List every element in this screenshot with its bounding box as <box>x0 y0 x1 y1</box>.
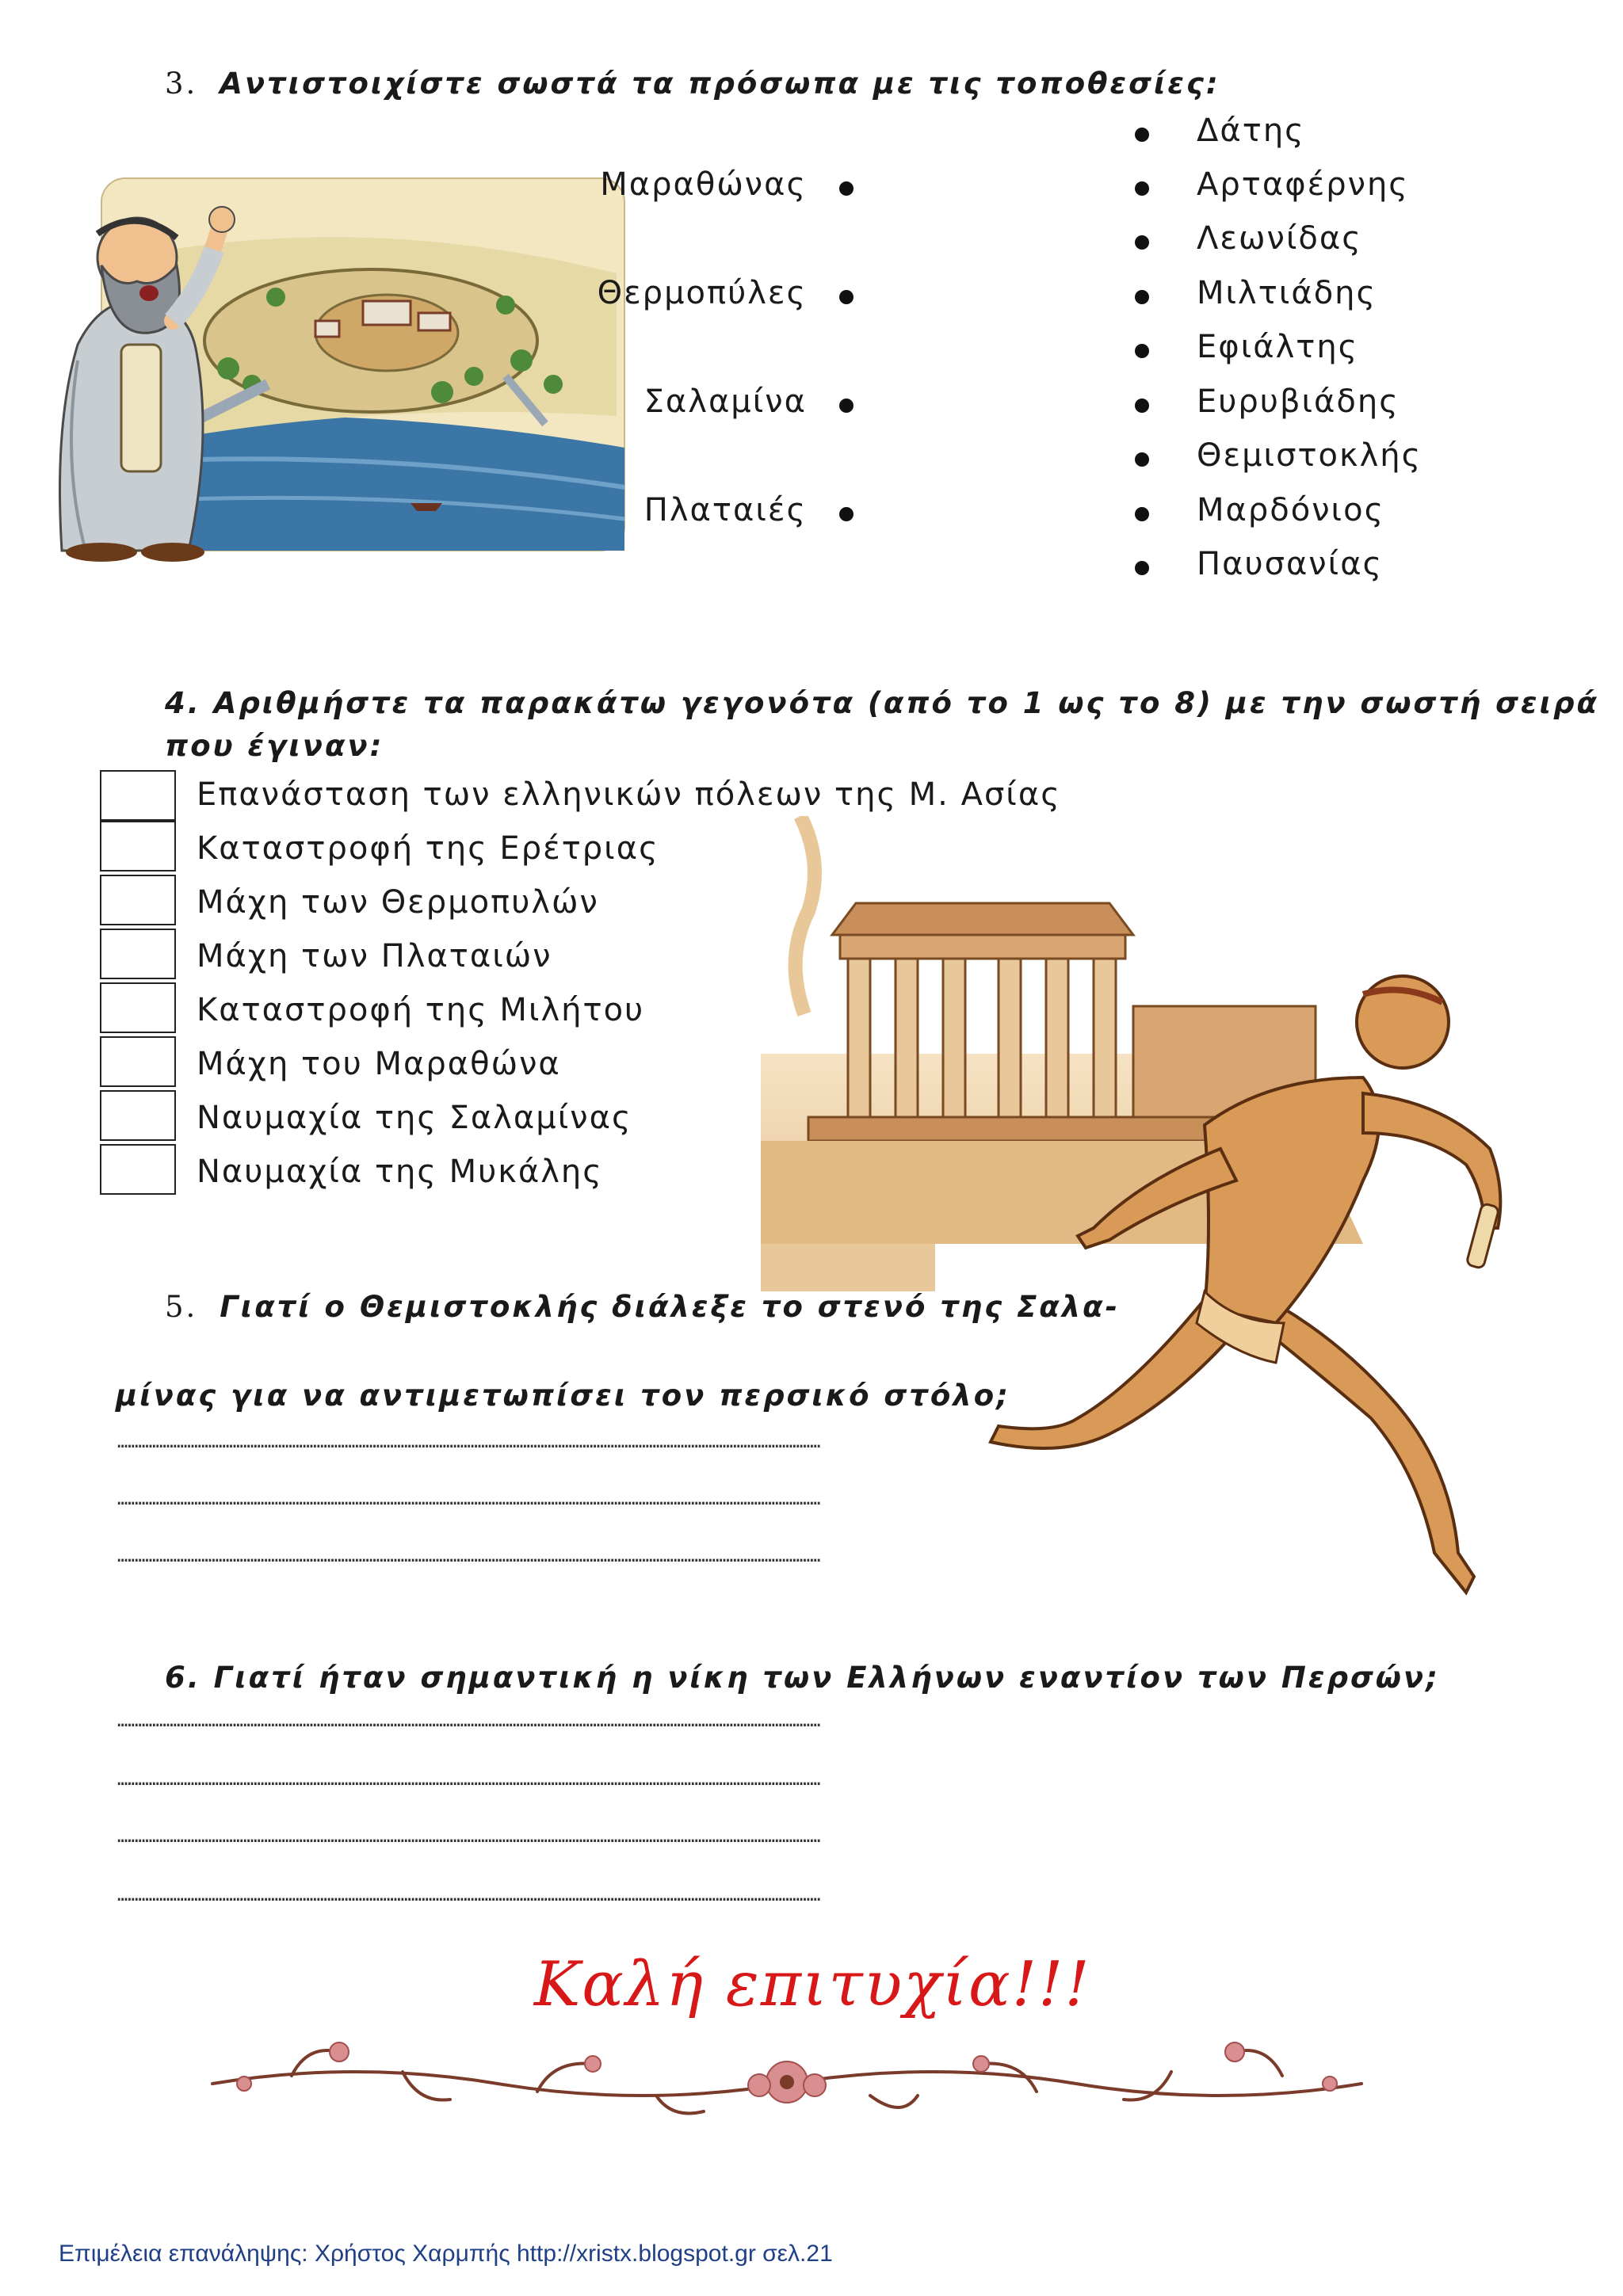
order-box-1[interactable] <box>100 770 176 821</box>
person-dot-mardonius[interactable] <box>1135 507 1149 521</box>
floral-ornament <box>197 2028 1377 2131</box>
q5-answer-line-3[interactable]: ………………………………………………………………………………………………………………………………………………………………………………… <box>117 1547 821 1566</box>
order-box-8[interactable] <box>100 1144 176 1195</box>
q4-title-line2: που έγιναν: <box>165 729 384 763</box>
page-footer: Επιμέλεια επανάληψης: Χρήστος Χαρμπής http://xristx.blogspot.gr σελ.21 <box>59 2241 833 2267</box>
person-pausanias: Παυσανίας <box>1197 546 1384 582</box>
order-box-6[interactable] <box>100 1036 176 1087</box>
person-themistocles: Θεμιστοκλής <box>1197 437 1423 474</box>
person-eurybiades: Ευρυβιάδης <box>1197 383 1400 420</box>
place-dot-salamis[interactable] <box>839 399 854 413</box>
q3-title-text: Αντιστοιχίστε σωστά τα πρόσωπα με τις τοποθεσίες: <box>220 67 1220 101</box>
q6-answer-line-4[interactable]: ………………………………………………………………………………………………………………………………………………………………………………… <box>117 1886 821 1905</box>
order-box-2[interactable] <box>100 821 176 871</box>
order-box-7[interactable] <box>100 1090 176 1141</box>
place-salamis: Σαλαμίνα <box>643 383 807 420</box>
q3-number: 3. <box>165 67 198 101</box>
q4-title-line1: 4. Αριθμήστε τα παρακάτω γεγονότα (από το 1 ως το 8) με την σωστή σειρά <box>165 686 1599 720</box>
place-dot-marathon[interactable] <box>839 181 854 196</box>
place-dot-plataea[interactable] <box>839 507 854 521</box>
person-dot-artaphernes[interactable] <box>1135 181 1149 196</box>
q3-title <box>165 67 1220 101</box>
person-ephialtes: Εφιάλτης <box>1197 329 1359 365</box>
event-7: Ναυμαχία της Σαλαμίνας <box>197 1100 632 1136</box>
q5-number: 5. <box>165 1290 198 1324</box>
person-dot-ephialtes[interactable] <box>1135 344 1149 358</box>
event-6: Μάχη του Μαραθώνα <box>197 1046 561 1082</box>
person-dot-datis[interactable] <box>1135 128 1149 142</box>
person-dot-pausanias[interactable] <box>1135 561 1149 575</box>
order-box-4[interactable] <box>100 929 176 979</box>
closing-message: Καλή επιτυχία!!! <box>534 1949 1091 2020</box>
event-5: Καταστροφή της Μιλήτου <box>197 992 645 1028</box>
q6-answer-line-3[interactable]: ………………………………………………………………………………………………………………………………………………………………………………… <box>117 1827 821 1847</box>
person-dot-miltiades[interactable] <box>1135 290 1149 304</box>
place-thermopylae: Θερμοπύλες <box>597 275 807 311</box>
q5-title-line1 <box>165 1290 1120 1324</box>
place-marathon: Μαραθώνας <box>600 166 807 203</box>
philosopher-city-illustration <box>30 162 632 566</box>
q5-title-line2: μίνας για να αντιμετωπίσει τον περσικό στόλο; <box>116 1379 1010 1413</box>
person-artaphernes: Αρταφέρνης <box>1197 166 1409 203</box>
event-4: Μάχη των Πλαταιών <box>197 938 552 974</box>
event-2: Καταστροφή της Ερέτριας <box>197 830 659 867</box>
person-dot-eurybiades[interactable] <box>1135 399 1149 413</box>
q5-answer-line-2[interactable]: ………………………………………………………………………………………………………………………………………………………………………………… <box>117 1489 821 1509</box>
person-datis: Δάτης <box>1197 113 1305 149</box>
person-dot-themistocles[interactable] <box>1135 452 1149 467</box>
place-dot-thermopylae[interactable] <box>839 290 854 304</box>
event-8: Ναυμαχία της Μυκάλης <box>197 1154 603 1190</box>
place-plataea: Πλαταιές <box>643 492 807 528</box>
event-3: Μάχη των Θερμοπυλών <box>197 884 599 921</box>
q6-answer-line-1[interactable]: ………………………………………………………………………………………………………………………………………………………………………………… <box>117 1711 821 1731</box>
order-box-5[interactable] <box>100 982 176 1033</box>
person-miltiades: Μιλτιάδης <box>1197 275 1377 311</box>
q6-answer-line-2[interactable]: ………………………………………………………………………………………………………………………………………………………………………………… <box>117 1770 821 1790</box>
person-leonidas: Λεωνίδας <box>1197 220 1362 257</box>
person-mardonius: Μαρδόνιος <box>1197 492 1385 528</box>
order-box-3[interactable] <box>100 875 176 925</box>
q5-answer-line-1[interactable]: ………………………………………………………………………………………………………………………………………………………………………………… <box>117 1432 821 1452</box>
q6-title: 6. Γιατί ήταν σημαντική η νίκη των Ελλήνων εναντίον των Περσών; <box>165 1661 1440 1695</box>
event-1: Επανάσταση των ελληνικών πόλεων της Μ. Ασίας <box>197 776 1061 813</box>
q5-title-text-1: Γιατί ο Θεμιστοκλής διάλεξε το στενό της Σαλα- <box>220 1290 1120 1324</box>
person-dot-leonidas[interactable] <box>1135 235 1149 250</box>
